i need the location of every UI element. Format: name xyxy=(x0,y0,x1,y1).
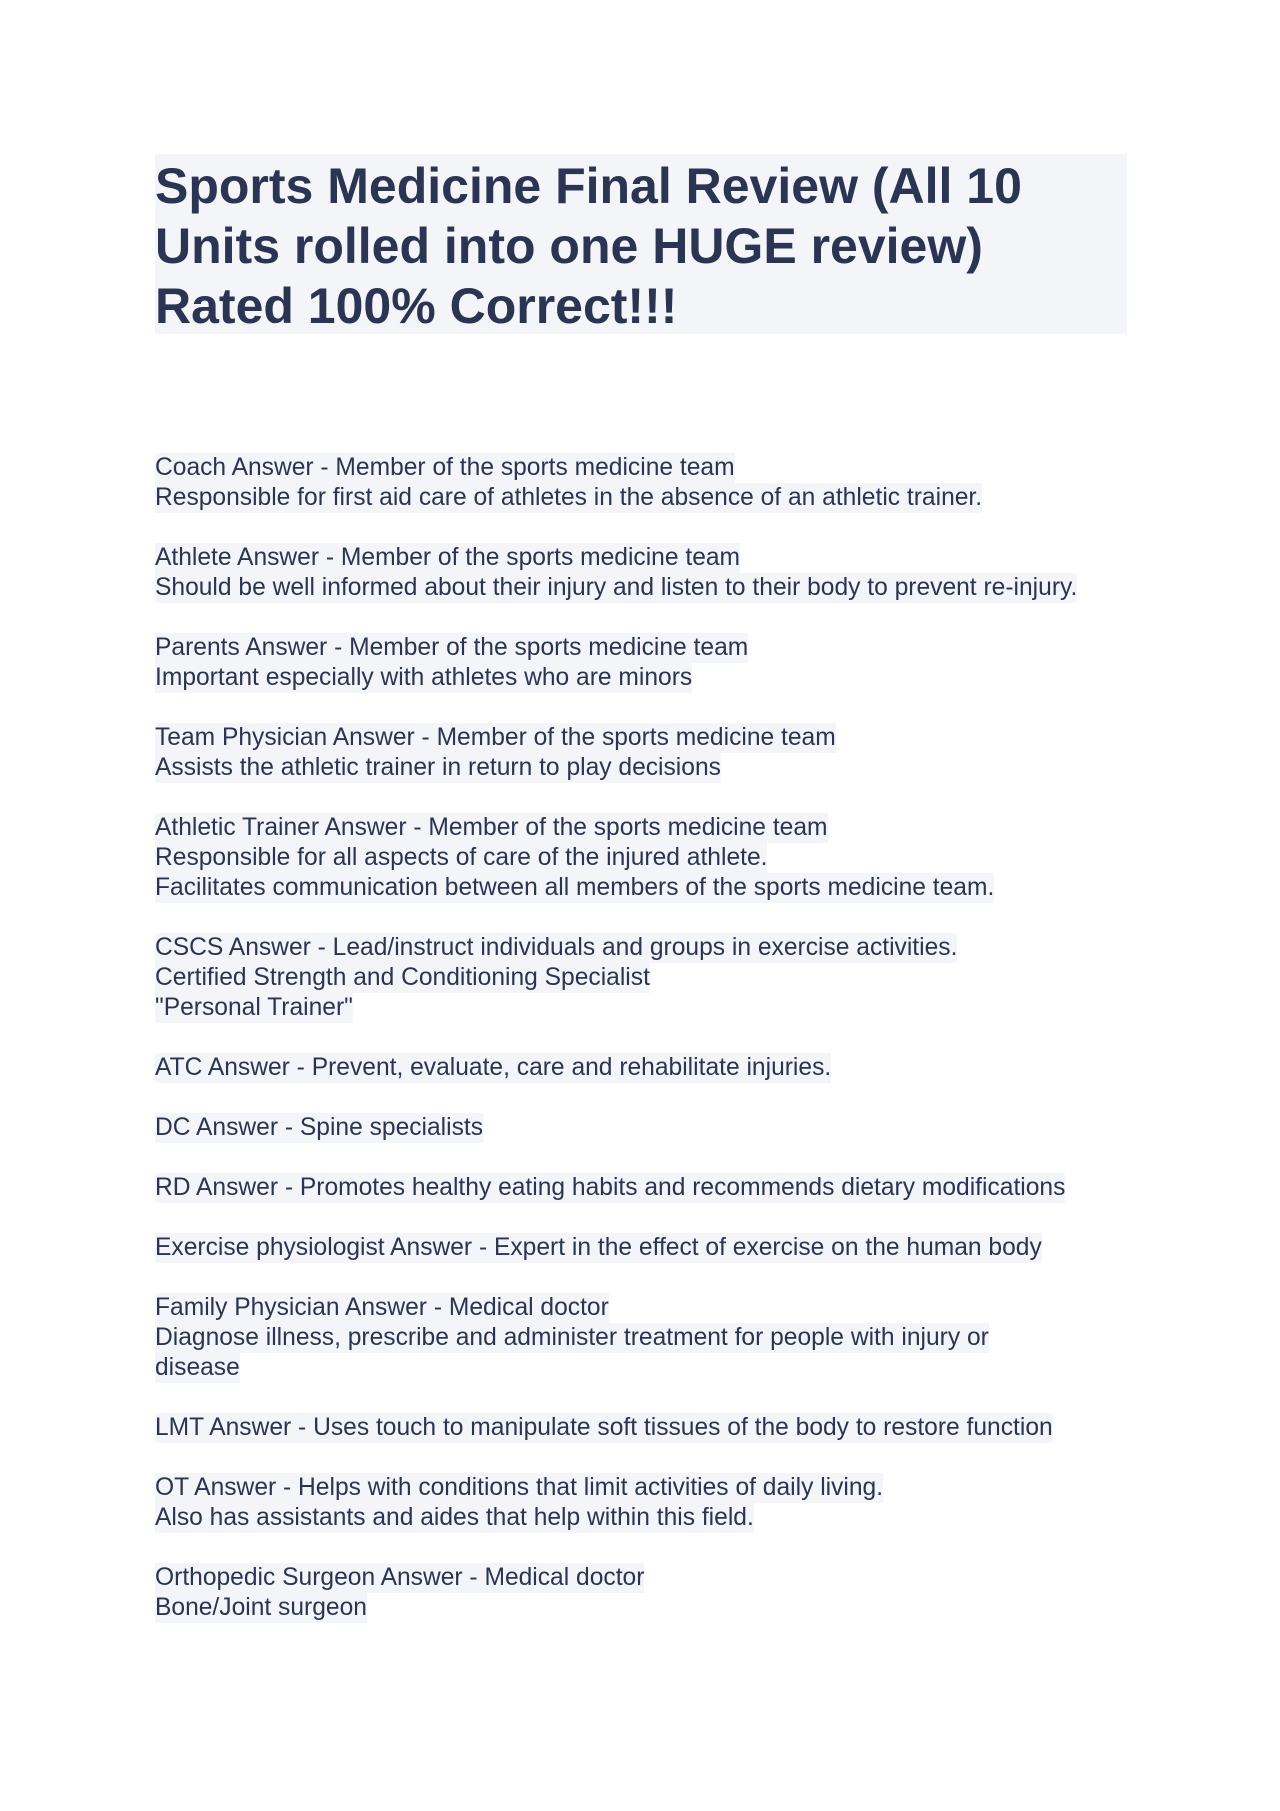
entry-line: Responsible for all aspects of care of the injured athlete. xyxy=(155,844,768,871)
entry-line: RD Answer - Promotes healthy eating habits and recommends dietary modifications xyxy=(155,1174,1066,1201)
entry-line: Important especially with athletes who are minors xyxy=(155,664,693,691)
entry-line: DC Answer - Spine specialists xyxy=(155,1114,484,1141)
entry-parents xyxy=(155,633,1155,693)
entry-line: Parents Answer - Member of the sports medicine team xyxy=(155,634,749,661)
entry-line: Should be well informed about their injury and listen to their body to prevent re-injury. xyxy=(155,574,1078,601)
entry-athletic-trainer xyxy=(155,813,1155,903)
title-block xyxy=(155,154,1127,334)
entry-line: Assists the athletic trainer in return to play decisions xyxy=(155,754,721,781)
entry-line: Facilitates communication between all members of the sports medicine team. xyxy=(155,874,995,901)
entry-line: Athletic Trainer Answer - Member of the sports medicine team xyxy=(155,814,828,841)
entry-line: Orthopedic Surgeon Answer - Medical doctor xyxy=(155,1564,645,1591)
entry-line: Family Physician Answer - Medical doctor xyxy=(155,1294,609,1321)
entry-line: Responsible for first aid care of athletes in the absence of an athletic trainer. xyxy=(155,484,983,511)
entry-line: Bone/Joint surgeon xyxy=(155,1594,367,1621)
entry-orthopedic-surgeon xyxy=(155,1563,1155,1623)
entry-line: OT Answer - Helps with conditions that limit activities of daily living. xyxy=(155,1474,884,1501)
entry-cscs xyxy=(155,933,1155,1023)
entry-line: Athlete Answer - Member of the sports medicine team xyxy=(155,544,741,571)
entry-line: CSCS Answer - Lead/instruct individuals and groups in exercise activities. xyxy=(155,934,958,961)
entry-line: disease xyxy=(155,1354,240,1381)
entry-line: Team Physician Answer - Member of the sports medicine team xyxy=(155,724,836,751)
entry-atc xyxy=(155,1053,1155,1083)
entry-rd xyxy=(155,1173,1155,1203)
entry-list xyxy=(155,453,1155,1653)
entry-line: Certified Strength and Conditioning Specialist xyxy=(155,964,650,991)
entry-line: ATC Answer - Prevent, evaluate, care and rehabilitate injuries. xyxy=(155,1054,832,1081)
entry-line: Coach Answer - Member of the sports medicine team xyxy=(155,454,735,481)
entry-ot xyxy=(155,1473,1155,1533)
entry-lmt xyxy=(155,1413,1155,1443)
entry-family-physician xyxy=(155,1293,1155,1383)
entry-line: "Personal Trainer" xyxy=(155,994,353,1021)
entry-line: Also has assistants and aides that help within this field. xyxy=(155,1504,754,1531)
entry-line: Diagnose illness, prescribe and administer treatment for people with injury or xyxy=(155,1324,989,1351)
entry-line: LMT Answer - Uses touch to manipulate soft tissues of the body to restore function xyxy=(155,1414,1053,1441)
entry-dc xyxy=(155,1113,1155,1143)
document-title: Sports Medicine Final Review (All 10 Units rolled into one HUGE review) Rated 100% Correct!!! xyxy=(155,158,1022,334)
entry-coach xyxy=(155,453,1155,513)
entry-team-physician xyxy=(155,723,1155,783)
entry-exercise-physiologist xyxy=(155,1233,1155,1263)
entry-line: Exercise physiologist Answer - Expert in the effect of exercise on the human body xyxy=(155,1234,1042,1261)
entry-athlete xyxy=(155,543,1155,603)
